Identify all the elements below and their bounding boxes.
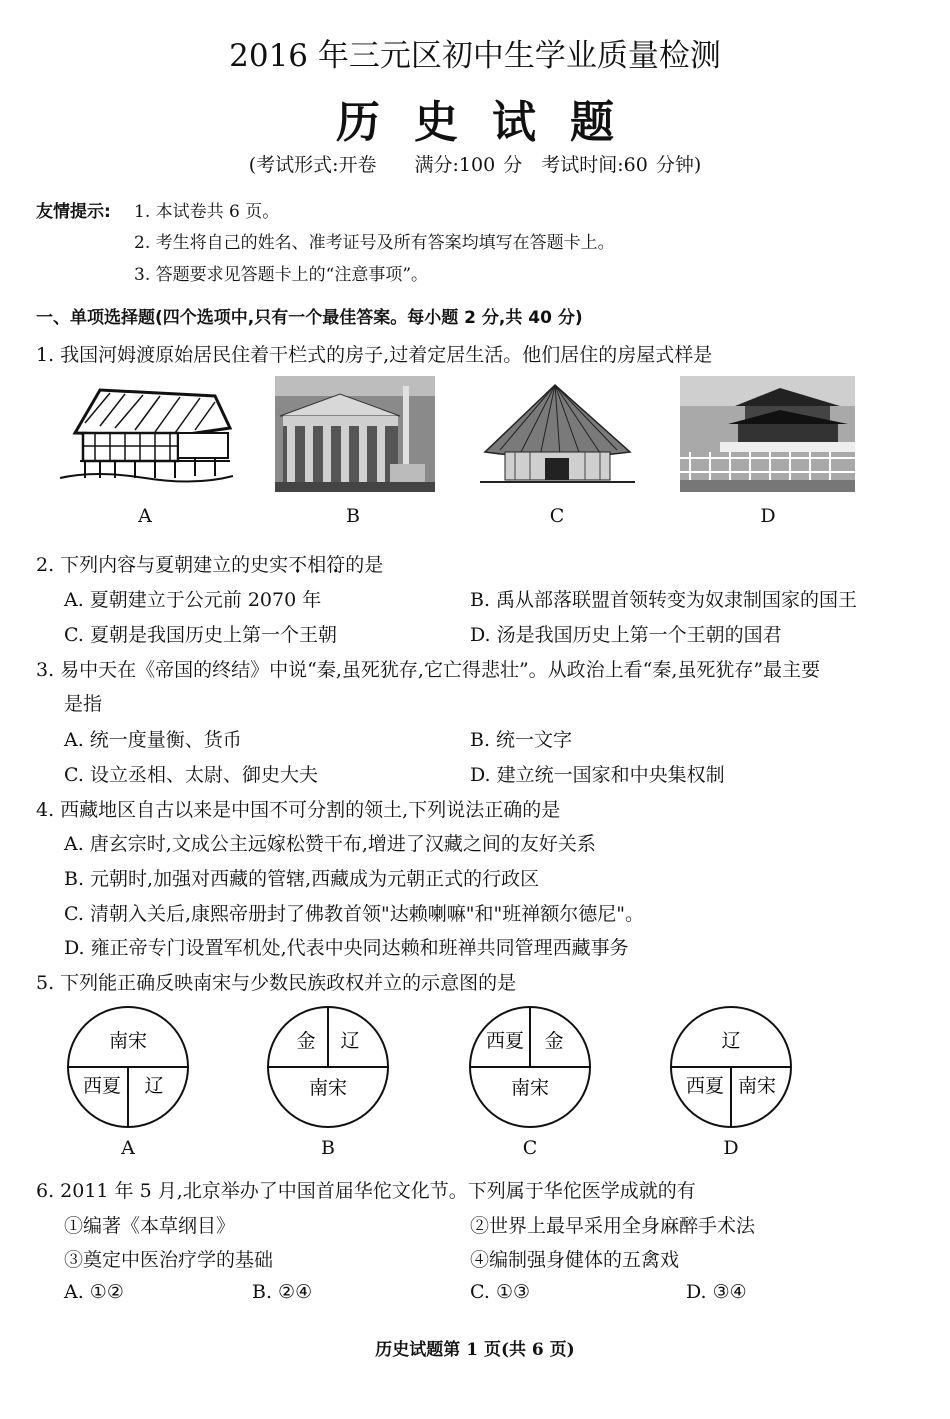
exam-main-title: 2016 年三元区初中生学业质量检测: [229, 38, 721, 74]
question-2-option-a[interactable]: A. 夏朝建立于公元前 2070 年: [64, 589, 322, 611]
emphasis-char: 相: [307, 554, 327, 576]
diagram-a-caption: A: [121, 1137, 135, 1159]
question-2-emphasis: [288, 554, 345, 576]
diagram-b-bottom: 南宋: [308, 1077, 348, 1099]
question-3-stem-line-2: 是指: [64, 693, 103, 715]
question-1-stem: 1. 我国河姆渡原始居民住着干栏式的房子,过着定居生活。他们居住的房屋式样是: [36, 344, 713, 366]
diagram-a-bottom-right: 辽: [144, 1075, 164, 1097]
pantheon-image: [275, 376, 435, 492]
diagram-c-bottom: 南宋: [510, 1077, 550, 1099]
stilt-house-image: [55, 378, 235, 488]
palace-image: [680, 376, 855, 492]
question-4-option-a[interactable]: A. 唐玄宗时,文成公主远嫁松赞干布,增进了汉藏之间的友好关系: [64, 833, 596, 855]
diagram-c-top-right: 金: [544, 1030, 564, 1052]
question-6-option-a[interactable]: A. ①②: [64, 1281, 124, 1303]
question-2-option-c[interactable]: C. 夏朝是我国历史上第一个王朝: [64, 624, 337, 646]
diagram-b-caption: B: [321, 1137, 335, 1159]
question-6-item-2: ②世界上最早采用全身麻醉手术法: [470, 1215, 756, 1237]
question-4-option-b[interactable]: B. 元朝时,加强对西藏的管辖,西藏成为元朝正式的行政区: [64, 868, 540, 890]
question-1-caption-b: B: [346, 505, 360, 527]
question-4-option-d[interactable]: D. 雍正帝专门设置军机处,代表中央同达赖和班禅共同管理西藏事务: [64, 937, 629, 959]
diagram-b: [266, 1005, 390, 1129]
tip-item-3: 3. 答题要求见答题卡上的“注意事项”。: [134, 265, 429, 285]
emphasis-char: 符: [326, 554, 346, 576]
diagram-d-top: 辽: [721, 1030, 741, 1052]
question-6-option-b[interactable]: B. ②④: [252, 1281, 313, 1303]
question-4-stem: 4. 西藏地区自古以来是中国不可分割的领土,下列说法正确的是: [36, 799, 561, 821]
question-3-option-c[interactable]: C. 设立丞相、太尉、御史大夫: [64, 764, 318, 786]
subject-title: 历史试题: [336, 97, 648, 148]
emphasis-char: 不: [288, 554, 308, 576]
diagram-b-top-right: 辽: [340, 1030, 360, 1052]
question-2-option-d[interactable]: D. 汤是我国历史上第一个王朝的国君: [470, 624, 782, 646]
question-6-item-3: ③奠定中医治疗学的基础: [64, 1249, 274, 1271]
section-heading: 一、单项选择题(四个选项中,只有一个最佳答案。每小题 2 分,共 40 分): [36, 308, 583, 328]
tip-item-1: 1. 本试卷共 6 页。: [134, 202, 280, 222]
tip-item-2: 2. 考生将自己的姓名、准考证号及所有答案均填写在答题卡上。: [134, 233, 615, 253]
question-2-stem-after: 的是: [345, 554, 384, 576]
question-6-stem: 6. 2011 年 5 月,北京举办了中国首届华佗文化节。下列属于华佗医学成就的有: [36, 1180, 696, 1202]
diagram-b-top-left: 金: [296, 1030, 316, 1052]
diagram-c: [468, 1005, 592, 1129]
diagram-d-bottom-left: 西夏: [685, 1075, 725, 1097]
diagram-d: [669, 1005, 793, 1129]
diagram-a: [66, 1005, 190, 1129]
question-3-option-a[interactable]: A. 统一度量衡、货币: [64, 729, 242, 751]
question-2-option-b[interactable]: B. 禹从部落联盟首领转变为奴隶制国家的国王: [470, 589, 858, 611]
diagram-a-top: 南宋: [108, 1030, 148, 1052]
question-3-option-b[interactable]: B. 统一文字: [470, 729, 573, 751]
question-2-stem-before: 2. 下列内容与夏朝建立的史实: [36, 554, 289, 576]
question-3-option-d[interactable]: D. 建立统一国家和中央集权制: [470, 764, 725, 786]
question-6-option-c[interactable]: C. ①③: [470, 1281, 531, 1303]
thatched-hut-image: [475, 380, 640, 490]
tips-label: 友情提示:: [36, 202, 111, 222]
diagram-d-bottom-right: 南宋: [737, 1075, 777, 1097]
question-1-caption-c: C: [549, 505, 565, 527]
diagram-c-caption: C: [522, 1137, 538, 1159]
exam-info: (考试形式:开卷 满分:100 分 考试时间:60 分钟): [248, 154, 702, 176]
question-6-item-1: ①编著《本草纲目》: [64, 1215, 236, 1237]
page-footer: 历史试题第 1 页(共 6 页): [375, 1340, 575, 1360]
diagram-d-caption: D: [723, 1137, 739, 1159]
question-4-option-c[interactable]: C. 清朝入关后,康熙帝册封了佛教首领"达赖喇嘛"和"班禅额尔德尼"。: [64, 903, 644, 925]
question-5-stem: 5. 下列能正确反映南宋与少数民族政权并立的示意图的是: [36, 972, 517, 994]
question-6-item-4: ④编制强身健体的五禽戏: [470, 1249, 680, 1271]
question-1-caption-d: D: [760, 505, 776, 527]
diagram-a-bottom-left: 西夏: [82, 1075, 122, 1097]
question-1-caption-a: A: [138, 505, 152, 527]
question-2-stem: [36, 550, 383, 577]
question-6-option-d[interactable]: D. ③④: [686, 1281, 747, 1303]
question-3-stem-line-1: 3. 易中天在《帝国的终结》中说“秦,虽死犹存,它亡得悲壮”。从政治上看“秦,虽死犹存”最主要: [36, 659, 821, 681]
diagram-c-top-left: 西夏: [485, 1030, 525, 1052]
